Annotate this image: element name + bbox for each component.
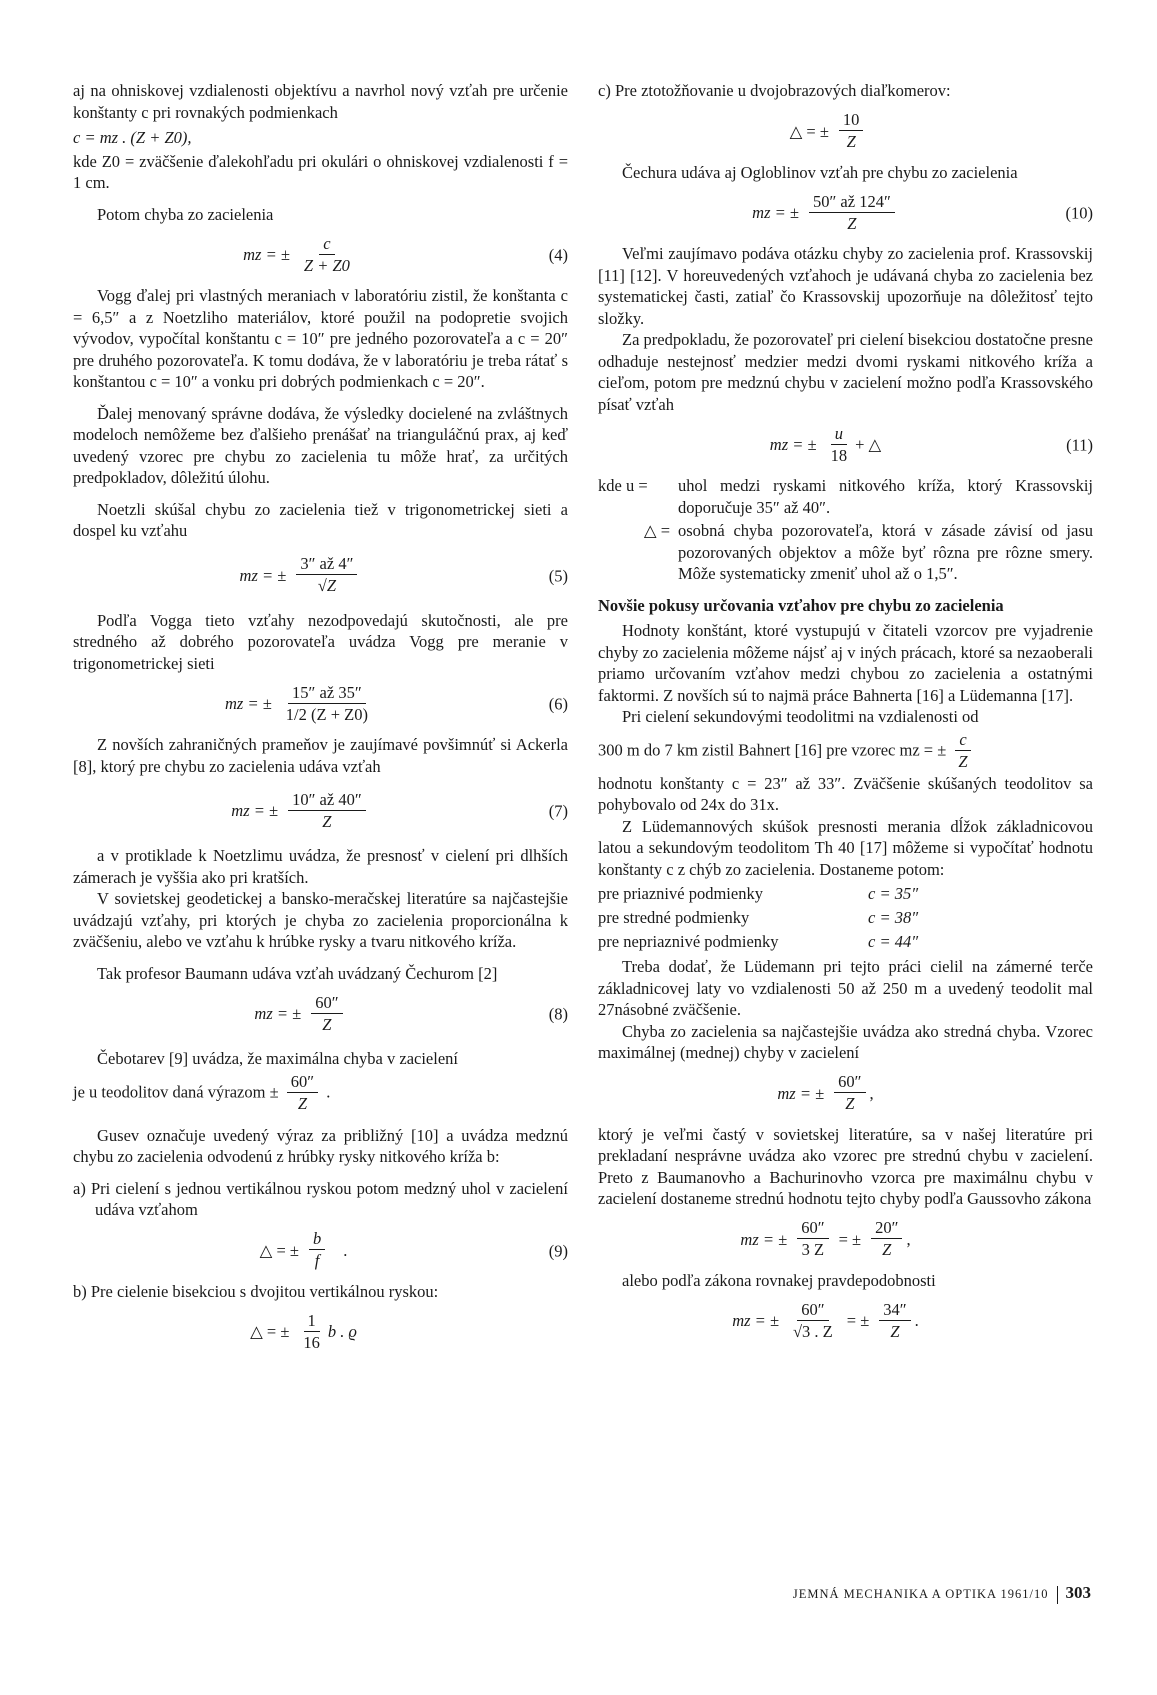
paragraph: Treba dodať, že Lüdemann pri tejto práci cielil na zámerné terče základnicovej laty vo vzdialenosti 50 až 250 m a uvedený teodolit mal 27násobné zväčšenie. [598,957,1093,1019]
paragraph: Čebotarev [9] uvádza, že maximálna chyba v zacielení [97,1049,458,1068]
paragraph: c) Pre ztotožňovanie u dvojobrazových diaľkomerov: [598,81,951,100]
paragraph: alebo podľa zákona rovnakej pravdepodobnosti [622,1270,936,1290]
paragraph: Pri cielení sekundovými teodolitmi na vzdialenosti od [622,707,979,726]
paragraph: Čechura udáva aj Ogloblinov vzťah pre chybu zo zacielenia [622,162,1018,182]
paragraph: kde Z0 = zväčšenie ďalekohľadu pri okulári o ohniskovej vzdialenosti f = 1 cm. [73,151,568,192]
equation-11: mz = ± $\frac{u}{18}$ + △ (11) [769,423,1093,465]
equation-b: △ = ± $\frac{1}{16}$ b . ϱ [250,1310,357,1352]
paragraph: 300 m do 7 km zistil Bahnert [16] pre vzorec mz = ± $\frac{c}{Z}$ [598,730,1093,773]
paragraph: b) Pre cielenie bisekciou s dvojitou vertikálnou ryskou: [73,1281,439,1301]
equation-8: mz = ± $\frac{60''}{Z}$ (8) [254,992,568,1034]
paragraph: Chyba zo zacielenia sa najčastejšie uvádza ako stredná chyba. Vzorec maximálnej (mednej) chyby v zacielení [598,1021,1093,1062]
paragraph: V sovietskej geodetickej a bansko-meračskej literatúre sa najčastejšie uvádzajú vzťahy, pri ktorých je chyba zo zacielenia proporcionálna k zväčšeniu, alebo ve vzťahu k hrúbke rysky a tvaru nitkového kríža. [73,889,568,951]
equation-7: mz = ± $\frac{10'' až 40''}{Z}$ (7) [231,789,568,831]
equation-number: (4) [548,245,568,265]
page-number: 303 [1065,1583,1091,1602]
equation-12: mz = ± $\frac{60''}{Z}$ , [777,1072,874,1113]
paragraph: a v protiklade k Noetzlimu uvádza, že presnosť v cielení pri dlhších zámerach je vyššia ako pri kratších. [73,846,568,887]
equation-number: (11) [1066,435,1093,455]
paragraph: a) Pri cielení s jednou vertikálnou ryskou potom medzný uhol v zacielení udáva vzťahom [73,1178,568,1219]
constants-table [598,882,1093,954]
equation-number: (10) [1065,203,1093,223]
paragraph: ktorý je veľmi častý v sovietskej literatúre, sa v našej literatúre pri prekladaní nesprávne uvádza ako vzorec pre strednú chybu v zacielení. Preto z Baumanovho a Bachurinovho vzorca pre maximálnu chybu v zacielení dostaneme strednú hodnotu tejto chyby podľa Gaussovho zákona [598,1124,1093,1208]
paragraph: Potom chyba zo zacielenia [97,204,274,224]
equation-number: (5) [548,565,568,585]
paragraph: Ďalej menovaný správne dodáva, že výsledky docielené na zvláštnych modeloch nemôžeme bez ďalšieho prenášať na trianguláčnú prax, aj keď uvedený vzorec pre chybu zo zacielenia tu môže hrať, za určitých predpokladov, dôležitú úlohu. [73,403,568,487]
equation-number: (8) [548,1004,568,1024]
equation-10: mz = ± $\frac{50'' až 124''}{Z}$ (10) [752,191,1093,233]
table-row: pre nepriaznivé podmienky c = 44″ [598,932,919,951]
paragraph: Tak profesor Baumann udáva vzťah uvádzaný Čechurom [2] [97,963,498,983]
equation-6: mz = ± $\frac{15'' až 35''}{1/2 (Z + Z0)}$ (6) [225,682,568,724]
paragraph: je u teodolitov daná výrazom ± $\frac{60''}{Z}$ . [73,1071,331,1113]
equation-13: mz = ± $\frac{60''}{3 Z}$ = ± $\frac{20''}{Z}$ , [740,1218,911,1259]
equation-4: mz = ± $\frac{c}{Z + Z0}$ (4) [243,233,568,275]
table-row: pre stredné podmienky c = 38″ [598,908,919,927]
paragraph: Vogg ďalej pri vlastných meraniach v laboratóriu zistil, že konštanta c = 6,5″ a z Noetzliho materiálov, ktoré použil na podopretie svojich vývodov, vypočítal konštantu c = 10″ pre jedného pozorovateľa a c = 20″ pre druhého pozorovateľa. K tomu dodáva, že v laboratóriu je treba rátať s konštantou c = 10″ a vonku pri dobrých podmienkach c = 20″. [73,286,568,391]
paragraph: Za predpokladu, že pozorovateľ pri cielení bisekciou dostatočne presne odhaduje nestejnosť medzier medzi dvomi ryskami nitkového kríža a cieľom, potom pre medznú chybu v zacielení možno podľa Krassovského písať vzťah [598,330,1093,414]
definition-u: kde u = uhol medzi ryskami nitkového kríža, ktorý Krassovskij doporučuje 35″ až 40″. [598,476,1093,517]
equation-9: △ = ± $\frac{b}{f}$ . (9) [259,1229,568,1270]
equation-c: △ = ± $\frac{10}{Z}$ [598,108,1093,156]
equation-number: (6) [548,694,568,714]
paragraph: Gusev označuje uvedený výraz za približný [10] a uvádza medznú chybu zo zacielenia odvodenú z hrúbky rysky nitkového kríža b: [73,1125,568,1166]
equation-14: mz = ± $\frac{60''}{√3 . Z}$ = ± $\frac{34''}{Z}$ . [732,1299,919,1341]
table-row: pre priaznivé podmienky c = 35″ [598,884,919,903]
paragraph: Podľa Vogga tieto vzťahy nezodpovedajú skutočnosti, ale pre stredného až dobrého pozorovateľa uvádza Vogg pre meranie v trigonometrickej sieti [73,610,568,673]
paragraph: aj na ohniskovej vzdialenosti objektívu a navrhol nový vzťah pre určenie konštanty c pri rovnakých podmienkach [73,81,568,122]
journal-name: JEMNÁ MECHANIKA A OPTIKA 1961/10 [792,1587,1049,1601]
equation-number: (9) [548,1240,568,1260]
formula-c: c = mz . (Z + Z0), [73,128,192,147]
left-column [73,80,568,1362]
paragraph: Hodnoty konštánt, ktoré vystupujú v čitateli vzorcov pre vyjadrenie chyby zo zacielenia môžeme nájsť aj v iných prácach, ktoré sa nezaoberali priamo určovaním vzťahov medzi chybou zo zacielenia a ostatnými faktormi. Z novších sú to najmä práce Bahnerta [16] a Lüdemanna [17]. [598,621,1093,705]
right-column [598,80,1093,1351]
section-heading: Novšie pokusy určovania vzťahov pre chybu zo zacielenia [598,595,1004,615]
paragraph: hodnotu konštanty c = 23″ až 33″. Zväčšenie skúšaných teodolitov sa pohybovalo od 24x do 31x. [598,773,1093,814]
paragraph: Veľmi zaujímavo podáva otázku chyby zo zacielenia prof. Krassovskij [11] [12]. V horeuvedených vzťahoch je udávaná chyba zo zacielenia bez systematickej časti, zatiaľ čo Krassovskij upozorňuje na dôležitosť tejto složky. [598,244,1093,328]
divider [1057,1586,1058,1604]
page-footer [793,1582,1091,1606]
equation-5: mz = ± $\frac{3'' až 4''}{√Z}$ (5) [239,554,568,595]
paragraph: Noetzli skúšal chybu zo zacielenia tiež v trigonometrickej sieti a dospel ku vzťahu [73,499,568,540]
paragraph: Z Lüdemannových skúšok presnosti merania dĺžok základnicovou latou a sekundovým teodolitom Th 40 [17] môžeme si vypočítať hodnotu konštanty c z chýb zo zacielenia. Dostaneme potom: [598,816,1093,879]
definition-delta: △ = osobná chyba pozorovateľa, ktorá v zásade závisí od jasu pozorovaných objektov a môže byť rôzna pre rôzne smery. Môže systematicky zmeniť uhol až o 1,5″. [643,521,1093,583]
equation-number: (7) [548,801,568,821]
paragraph: Z novších zahraničných prameňov je zaujímavé povšimnúť si Ackerla [8], ktorý pre chybu zo zacielenia udáva vzťah [73,735,568,776]
